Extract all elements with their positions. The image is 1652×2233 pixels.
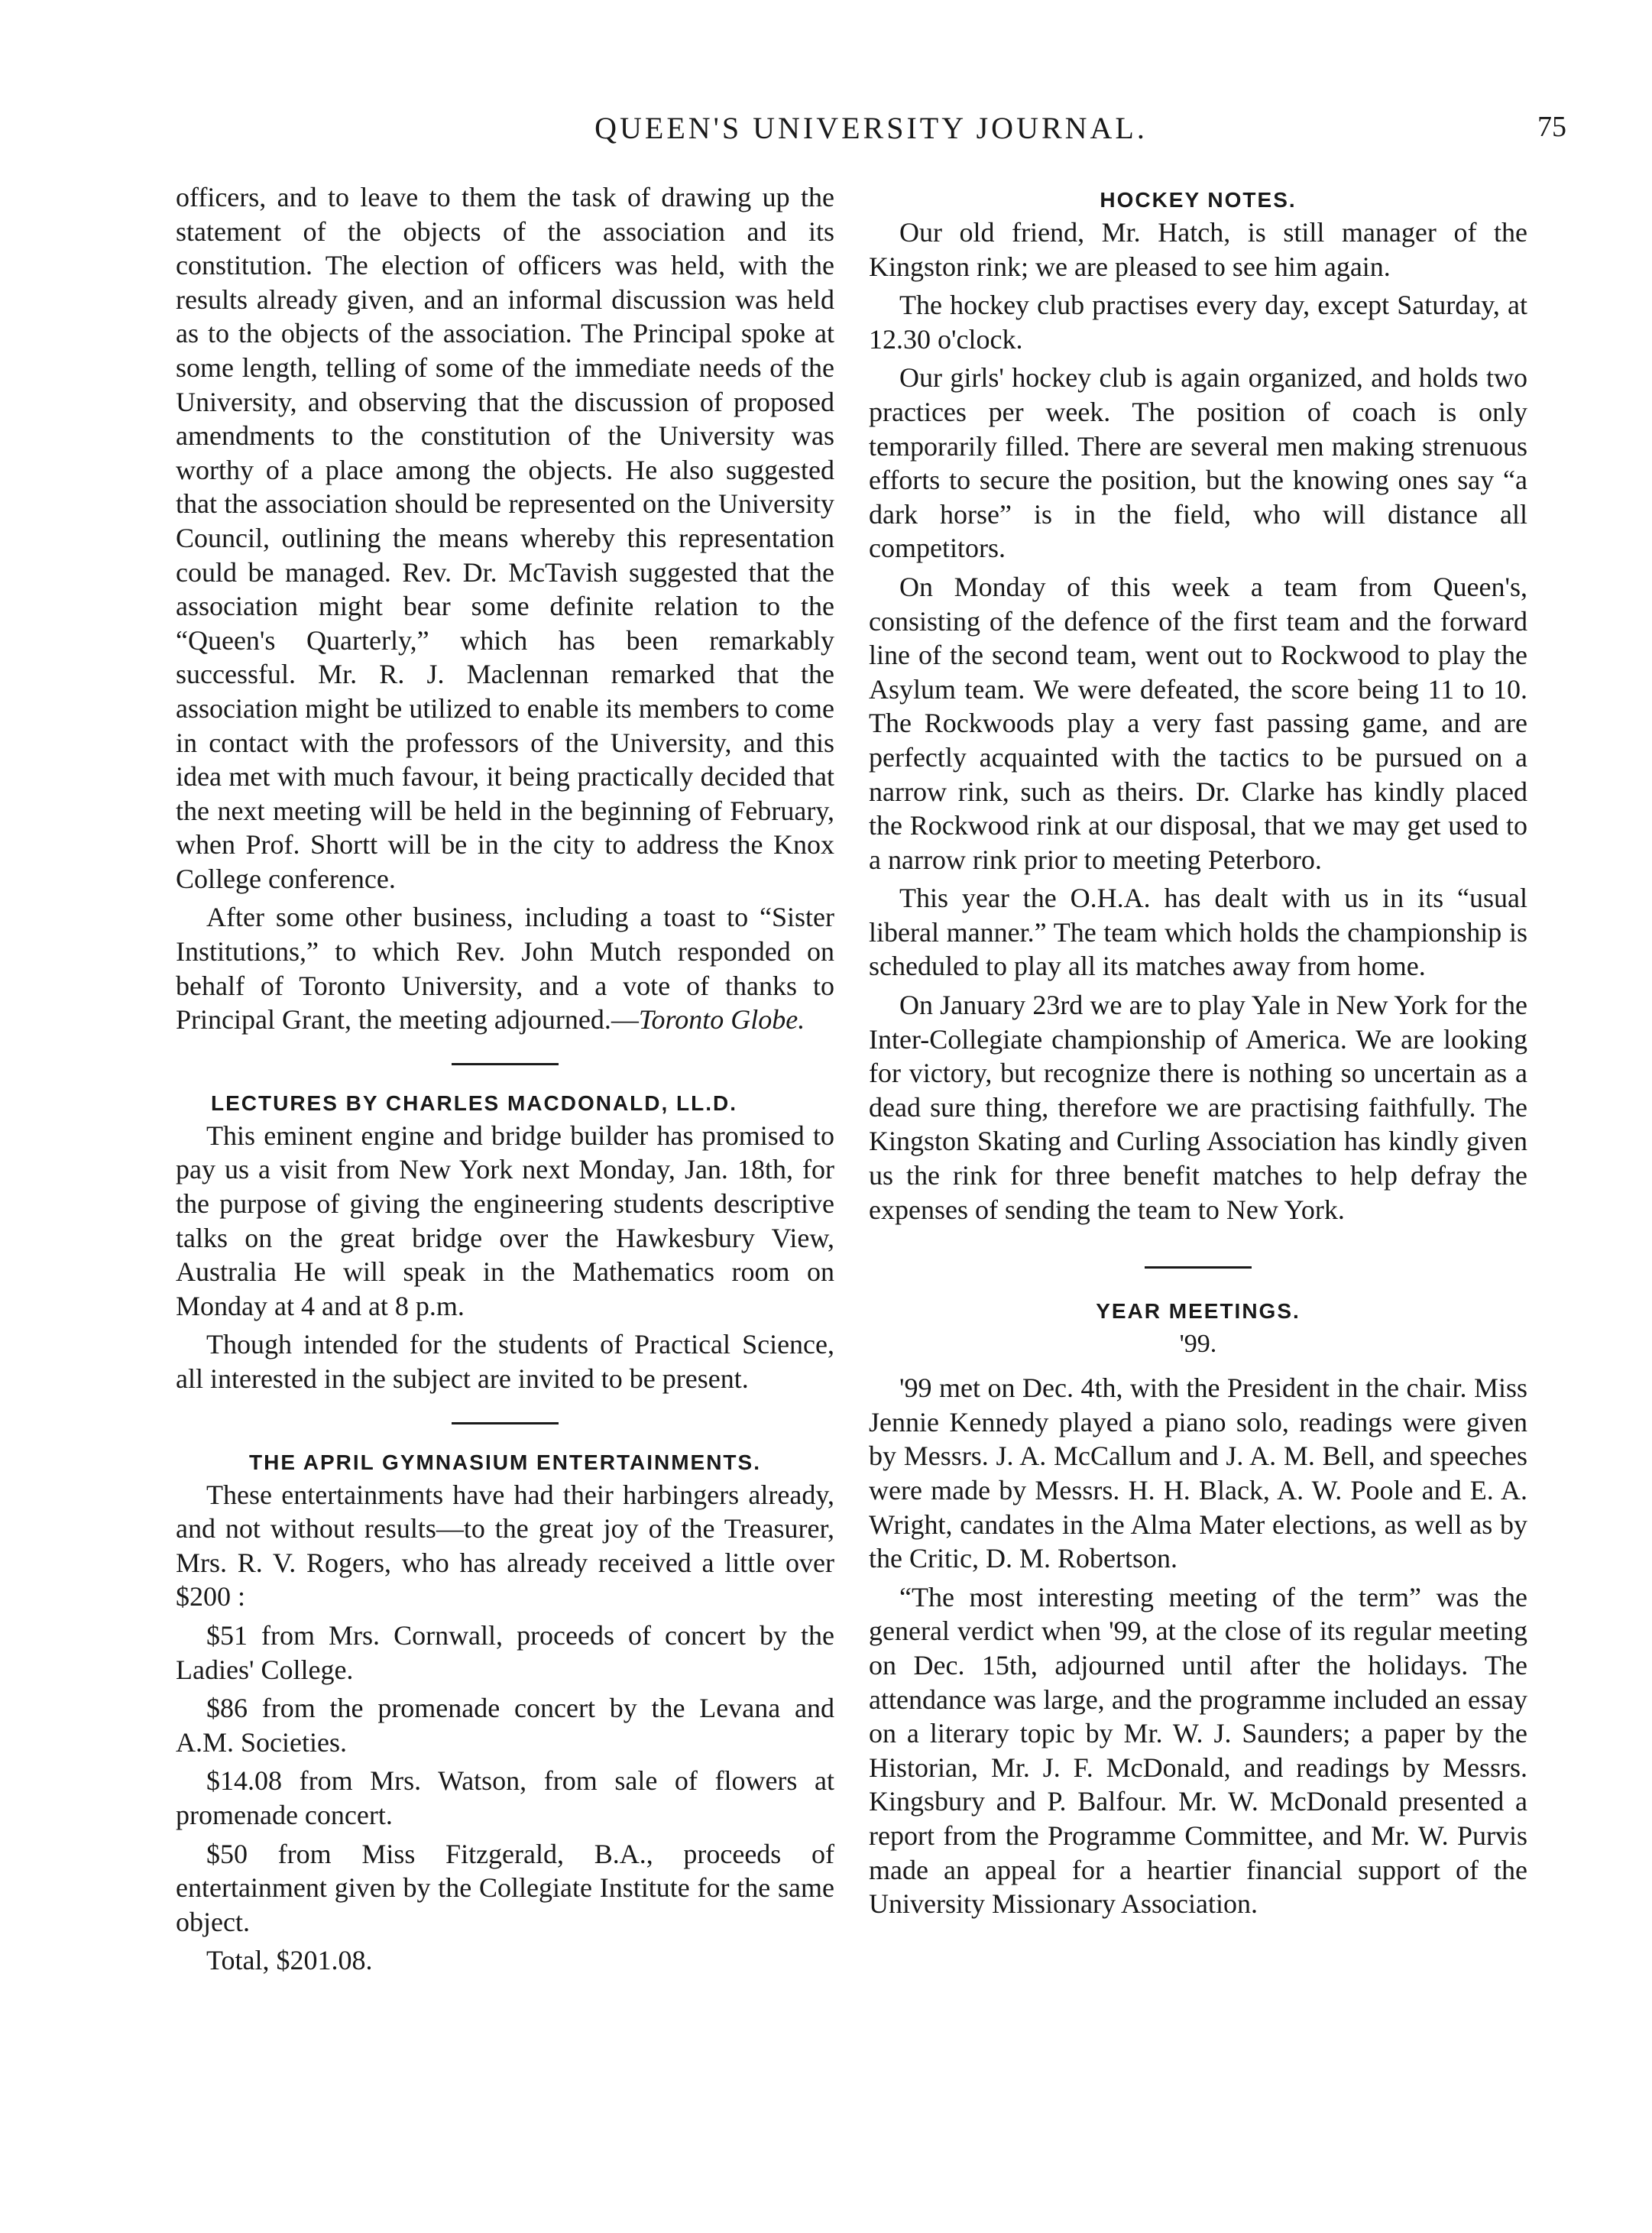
hockey-paragraph: On Monday of this week a team from Queen's, consisting of the defence of the first team and the forward line of the second team, went out to Rockwood to play the Asylum team. We were defeated, the score being 11 to 10. The Rockwoods play a very fast passing game, and are perfectly acquainted with the tactics to be pursued on a narrow rink, such as theirs. Dr. Clarke has kindly placed the Rockwood rink at our disposal, that we may get used to a narrow rink prior to meeting Peterboro. [869,571,1527,875]
year-meetings-paragraph: '99 met on Dec. 4th, with the President in the chair. Miss Jennie Kennedy played a piano solo, readings were given by Messrs. J. A. McCallum and J. A. M. Bell, and speeches were made by Messrs. H. H. Black, A. W. Poole and E. A. Wright, candates in the Alma Mater elections, as well as by the Critic, D. M. Robertson. [869,1373,1527,1574]
page-header [176,107,1566,160]
source-citation: Toronto Globe. [638,1004,805,1035]
hockey-paragraph: On January 23rd we are to play Yale in New York for the Inter-Collegiate championship of America. We are looking for victory, but recognize there is nothing so uncertain as a dead sure thing, therefore we are practising faithfully. The Kingston Skating and Curling Association has kindly given us the rink for three benefit matches to help defray the expenses of sending the team to New York. [869,990,1527,1225]
hockey-paragraph: Our old friend, Mr. Hatch, is still manager of the Kingston rink; we are pleased to see him again. [869,217,1527,282]
left-column [176,180,834,1982]
right-column [869,180,1527,1926]
year-meetings-heading: YEAR MEETINGS. [1096,1299,1301,1324]
donation-item: $86 from the promenade concert by the Levana and A.M. Societies. [176,1693,834,1758]
gymnasium-paragraph: These entertainments have had their harbingers already, and not without results—to the great joy of the Treasurer, Mrs. R. V. Rogers, who has already received a little over $200 : [176,1479,834,1612]
donation-total: Total, $201.08. [206,1945,373,1976]
donation-item: $50 from Miss Fitzgerald, B.A., proceeds of entertainment given by the Collegiate Institute for the same object. [176,1838,834,1937]
donation-item: $14.08 from Mrs. Watson, from sale of flowers at promenade concert. [176,1765,834,1830]
lectures-paragraph: This eminent engine and bridge builder has promised to pay us a visit from New York next Monday, Jan. 18th, for the purpose of giving the engineering students descriptive talks on the great bridge over the Hawkesbury View, Australia He will speak in the Mathematics room on Monday at 4 and at 8 p.m. [176,1120,834,1321]
gymnasium-heading: THE APRIL GYMNASIUM ENTERTAINMENTS. [249,1450,761,1474]
section-divider [452,1063,559,1065]
journal-title: QUEEN'S UNIVERSITY JOURNAL. [594,111,1148,145]
lectures-paragraph: Though intended for the students of Practical Science, all interested in the subject are invited to be present. [176,1329,834,1394]
continued-article-paragraph: officers, and to leave to them the task of drawing up the statement of the objects of the association and its constitution. The election of officers was held, with the results already given, and an informal discussion was held as to the objects of the association. The Principal spoke at some length, telling of some of the immediate needs of the University, and observing that the discussion of proposed amendments to the constitution of the University was worthy of a place among the objects. He also suggested that the association should be represented on the University Council, outlining the means whereby this representation could be managed. Rev. Dr. McTavish suggested that the association might bear some definite relation to the “Queen's Quarterly,” which has been remarkably successful. Mr. R. J. Maclennan remarked that the association might be utilized to enable its members to come in contact with the professors of the University, and this idea met with much favour, it being practically decided that the next meeting will be held in the beginning of February, when Prof. Shortt will be in the city to address the Knox College conference. [176,182,834,894]
hockey-paragraph: Our girls' hockey club is again organized, and holds two practices per week. The position of coach is only temporarily filled. There are several men making strenuous efforts to secure the position, but the knowing ones say “a dark horse” is in the field, who will distance all competitors. [869,362,1527,564]
section-divider [452,1422,559,1424]
donation-item: $51 from Mrs. Cornwall, proceeds of concert by the Ladies' College. [176,1619,834,1685]
hockey-heading: HOCKEY NOTES. [1100,188,1297,212]
section-divider [1145,1266,1252,1269]
year-meetings-paragraph: “The most interesting meeting of the term” was the general verdict when '99, at the close of its regular meeting on Dec. 15th, adjourned until after the holidays. The attendance was large, and the programme included an essay on a literary topic by Mr. W. J. Saunders; a paper by the Historian, Mr. J. F. McDonald, and readings by Messrs. Kingsbury and P. Balfour. Mr. W. McDonald presented a report from the Programme Committee, and Mr. W. Purvis made an appeal for a heartier financial support of the University Missionary Association. [869,1581,1527,1920]
hockey-paragraph: This year the O.H.A. has dealt with us in its “usual liberal manner.” The team which holds the championship is scheduled to play all its matches away from home. [869,883,1527,982]
page-number: 75 [1537,111,1566,143]
hockey-paragraph: The hockey club practises every day, except Saturday, at 12.30 o'clock. [869,290,1527,355]
article-closing-paragraph [176,900,834,1036]
lectures-heading: LECTURES BY CHARLES MACDONALD, LL.D. [211,1091,738,1115]
closing-text: After some other business, including a toast to “Sister Institutions,” to which Rev. John Mutch responded on behalf of Toronto University, and a vote of thanks to Principal Grant, the meeting adjourned.— [176,902,834,1035]
year-subheading: '99. [1179,1330,1217,1359]
